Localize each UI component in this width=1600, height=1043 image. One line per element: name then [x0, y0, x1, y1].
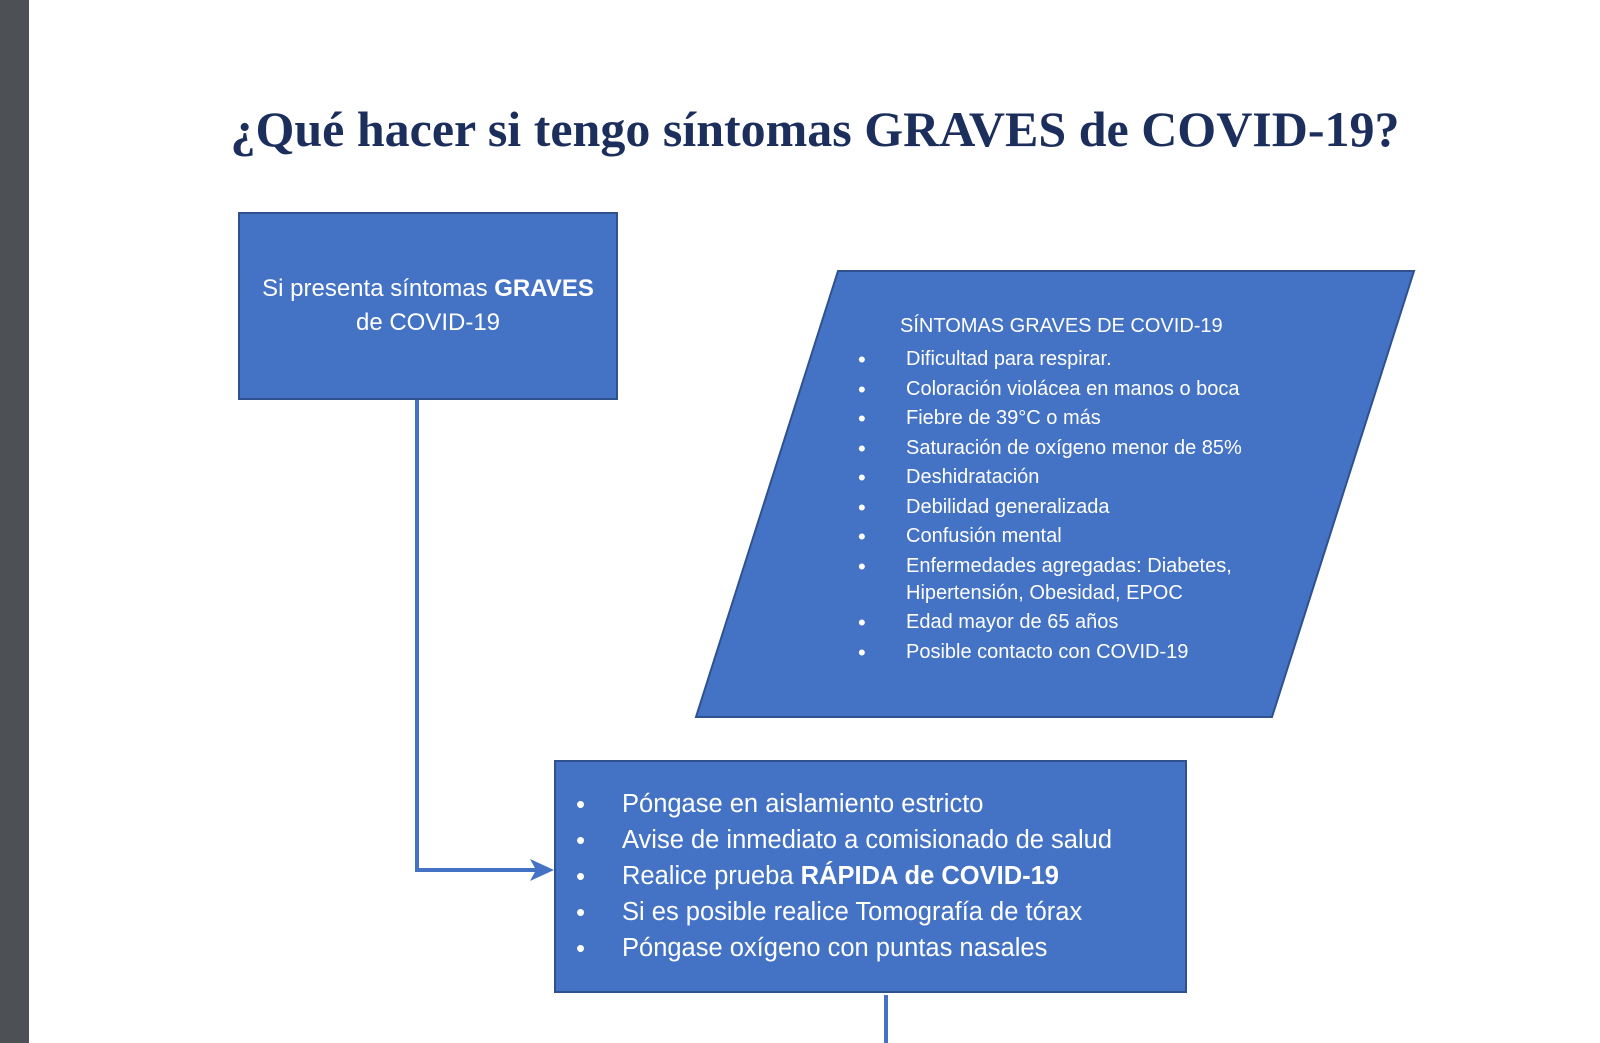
action-item: • Si es posible realice Tomografía de tórax: [576, 894, 1185, 930]
rapid-test-emphasis: RÁPIDA de COVID-19: [800, 862, 1059, 890]
action-item: • Póngase en aislamiento estricto: [576, 786, 1185, 822]
action-item: • Avise de inmediato a comisionado de salud: [576, 822, 1185, 858]
symptom-item: • Confusión mental: [858, 523, 1278, 550]
severe-emphasis: GRAVES: [494, 275, 594, 302]
title-emphasis: GRAVES: [864, 101, 1067, 157]
symptom-item: • Saturación de oxígeno menor de 85%: [858, 435, 1278, 462]
page-title: ¿Qué hacer si tengo síntomas GRAVES de COVID-19?: [230, 101, 1400, 157]
symptom-item: • Enfermedades agregadas: Diabetes, Hipertensión, Obesidad, EPOC: [858, 553, 1278, 607]
symptom-item: • Edad mayor de 65 años: [858, 609, 1278, 636]
action-item: • Póngase oxígeno con puntas nasales: [576, 930, 1185, 966]
severe-symptoms-box: Si presenta síntomas GRAVES de COVID-19: [238, 212, 618, 400]
symptoms-list-content: [858, 312, 1278, 668]
symptom-item: • Fiebre de 39°C o más: [858, 405, 1278, 432]
symptom-item: • Dificultad para respirar.: [858, 346, 1278, 373]
connector-line: [417, 400, 540, 870]
actions-box: [554, 760, 1187, 993]
symptom-item: • Posible contacto con COVID-19: [858, 639, 1278, 666]
symptom-item: • Deshidratación: [858, 464, 1278, 491]
symptoms-list: [858, 346, 1278, 666]
symptom-item: • Debilidad generalizada: [858, 494, 1278, 521]
symptoms-heading: SÍNTOMAS GRAVES DE COVID-19: [900, 315, 1223, 337]
action-item: • Realice prueba RÁPIDA de COVID-19: [576, 858, 1185, 894]
symptom-item: • Coloración violácea en manos o boca: [858, 376, 1278, 403]
actions-list: [576, 786, 1185, 966]
